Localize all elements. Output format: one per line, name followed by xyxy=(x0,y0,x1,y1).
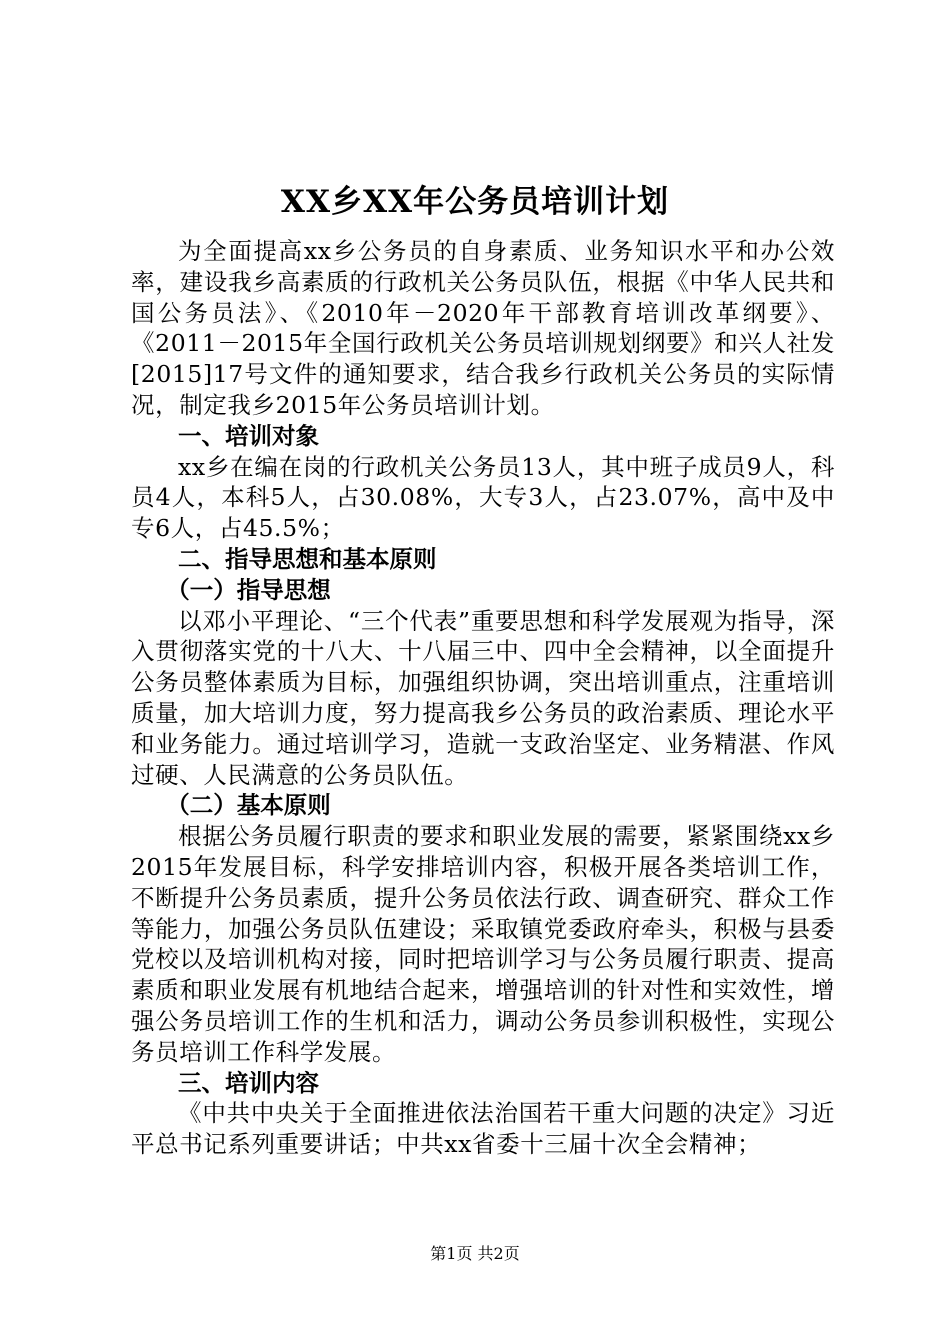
subsection-paragraph-guiding-ideology: 以邓小平理论、“三个代表”重要思想和科学发展观为指导，深入贯彻落实党的十八大、十八届三中、四中全会精神，以全面提升公务员整体素质为目标，加强组织协调，突出培训重点，注重培训质量，加大培训力度，努力提高我乡公务员的政治素质、理论水平和业务能力。通过培训学习，造就一支政治坚定、业务精湛、作风过硬、人民满意的公务员队伍。 xyxy=(131,606,835,789)
subsection-heading-guiding-ideology: （一）指导思想 xyxy=(166,575,331,604)
page-footer: 第1页 共2页 xyxy=(430,1244,520,1263)
section-paragraph-training-content: 《中共中央关于全面推进依法治国若干重大问题的决定》习近平总书记系列重要讲话；中共xx省委十三届十次全会精神； xyxy=(131,1099,835,1159)
document-title: XX乡XX年公务员培训计划 xyxy=(280,184,670,220)
section-paragraph-training-targets: xx乡在编在岗的行政机关公务员13人，其中班子成员9人，科员4人，本科5人，占30.08%，大专3人，占23.07%，高中及中专6人，占45.5%； xyxy=(131,452,835,543)
subsection-heading-basic-principles: （二）基本原则 xyxy=(166,791,331,820)
subsection-paragraph-basic-principles: 根据公务员履行职责的要求和职业发展的需要，紧紧围绕xx乡2015年发展目标，科学安排培训内容，积极开展各类培训工作，不断提升公务员素质，提升公务员依法行政、调查研究、群众工作等能力，加强公务员队伍建设；采取镇党委政府牵头，积极与县委党校以及培训机构对接，同时把培训学习与公务员履行职责、提高素质和职业发展有机地结合起来，增强培训的针对性和实效性，增强公务员培训工作的生机和活力，调动公务员参训积极性，实现公务员培训工作科学发展。 xyxy=(131,822,835,1066)
section-heading-guiding-principles: 二、指导思想和基本原则 xyxy=(178,544,437,573)
intro-paragraph: 为全面提高xx乡公务员的自身素质、业务知识水平和办公效率，建设我乡高素质的行政机关公务员队伍，根据《中华人民共和国公务员法》、《2010年－2020年干部教育培训改革纲要》、《2011－2015年全国行政机关公务员培训规划纲要》和兴人社发[2015]17号文件的通知要求，结合我乡行政机关公务员的实际情况，制定我乡2015年公务员培训计划。 xyxy=(131,237,835,419)
section-heading-training-content: 三、培训内容 xyxy=(178,1068,319,1097)
document-body xyxy=(131,236,835,1160)
section-heading-training-targets: 一、培训对象 xyxy=(178,421,319,450)
